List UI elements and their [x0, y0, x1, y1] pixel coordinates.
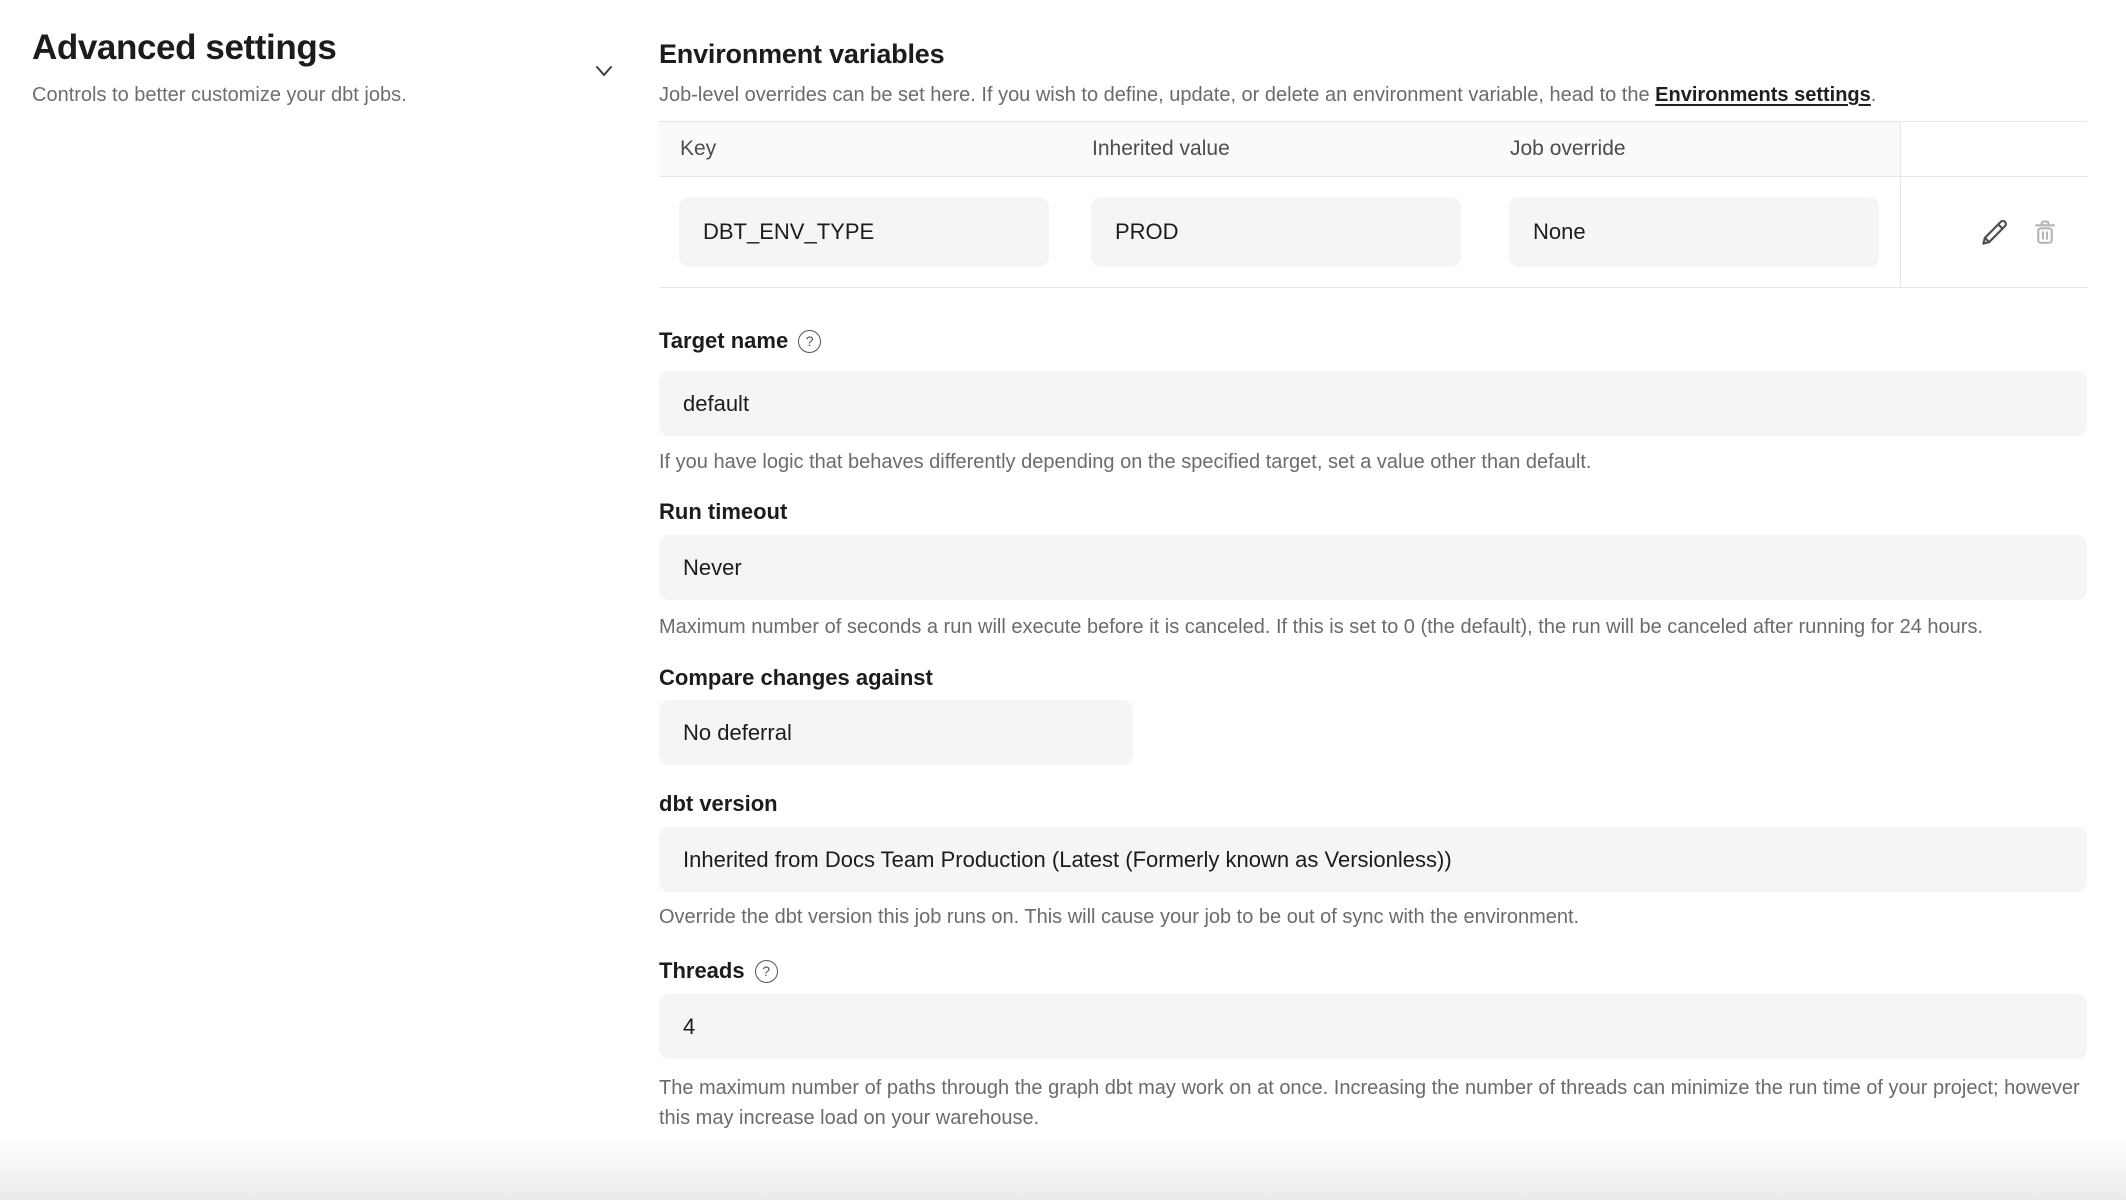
- compare-changes-label-row: [659, 664, 2087, 692]
- env-var-key-cell: DBT_ENV_TYPE: [679, 197, 1049, 267]
- help-icon[interactable]: ?: [755, 960, 778, 983]
- target-name-input[interactable]: default: [659, 371, 2087, 436]
- run-timeout-input[interactable]: Never: [659, 535, 2087, 600]
- column-header-inherited-value: Inherited value: [1071, 122, 1489, 176]
- threads-label-row: [659, 957, 2087, 985]
- env-var-job-override-cell: None: [1509, 197, 1879, 267]
- column-header-job-override: Job override: [1489, 122, 1900, 176]
- env-var-inherited-value-cell: PROD: [1091, 197, 1461, 267]
- dbt-version-helper-text: Override the dbt version this job runs on. This will cause your job to be out of sync with the environment.: [659, 906, 1580, 928]
- threads-helper-text: The maximum number of paths through the graph dbt may work on at once. Increasing the number of threads can minimize the run time of your project; however this may increase load on your warehouse.: [659, 1077, 2080, 1129]
- dbt-version-label-row: [659, 790, 2087, 818]
- bottom-fade-gradient: [0, 1138, 2126, 1200]
- env-vars-heading: Environment variables: [659, 39, 945, 69]
- env-vars-description: [659, 82, 2087, 108]
- threads-input[interactable]: 4: [659, 994, 2087, 1059]
- column-header-key: Key: [659, 122, 1071, 176]
- threads-label: Threads: [659, 958, 745, 983]
- compare-changes-input[interactable]: No deferral: [659, 700, 1133, 765]
- help-icon[interactable]: ?: [798, 330, 821, 353]
- run-timeout-helper-text: Maximum number of seconds a run will execute before it is canceled. If this is set to 0 (the default), the run will be canceled after running for 24 hours.: [659, 616, 1984, 638]
- target-name-label-row: [659, 327, 2087, 355]
- advanced-settings-panel-header: [32, 27, 622, 109]
- environments-settings-link[interactable]: Environments settings: [1655, 84, 1871, 106]
- target-name-helper-text: If you have logic that behaves differently depending on the specified target, set a value other than default.: [659, 451, 1592, 473]
- page-title: Advanced settings: [32, 28, 337, 67]
- compare-changes-label: Compare changes against: [659, 665, 933, 690]
- env-vars-table: [659, 121, 2087, 288]
- dbt-version-input[interactable]: Inherited from Docs Team Production (Latest (Formerly known as Versionless)): [659, 827, 2087, 892]
- target-name-label: Target name: [659, 328, 789, 353]
- run-timeout-label: Run timeout: [659, 499, 788, 524]
- trash-icon: [2030, 217, 2060, 247]
- table-row: [659, 177, 2087, 288]
- pencil-icon: [1979, 217, 2010, 248]
- chevron-down-icon: [592, 60, 616, 82]
- env-vars-description-text: Job-level overrides can be set here. If you wish to define, update, or delete an environment variable, head to the: [659, 84, 1656, 106]
- edit-env-var-button[interactable]: [1977, 215, 2011, 249]
- run-timeout-label-row: [659, 498, 2087, 526]
- column-header-actions: [1900, 122, 2087, 176]
- dbt-version-label: dbt version: [659, 791, 778, 816]
- page-subtitle: Controls to better customize your dbt jobs.: [32, 84, 407, 106]
- env-vars-table-header: [659, 122, 2087, 177]
- delete-env-var-button[interactable]: [2028, 215, 2062, 249]
- advanced-settings-content: [659, 0, 2087, 1133]
- collapse-section-button[interactable]: [590, 57, 618, 85]
- env-vars-description-period: .: [1870, 84, 1877, 106]
